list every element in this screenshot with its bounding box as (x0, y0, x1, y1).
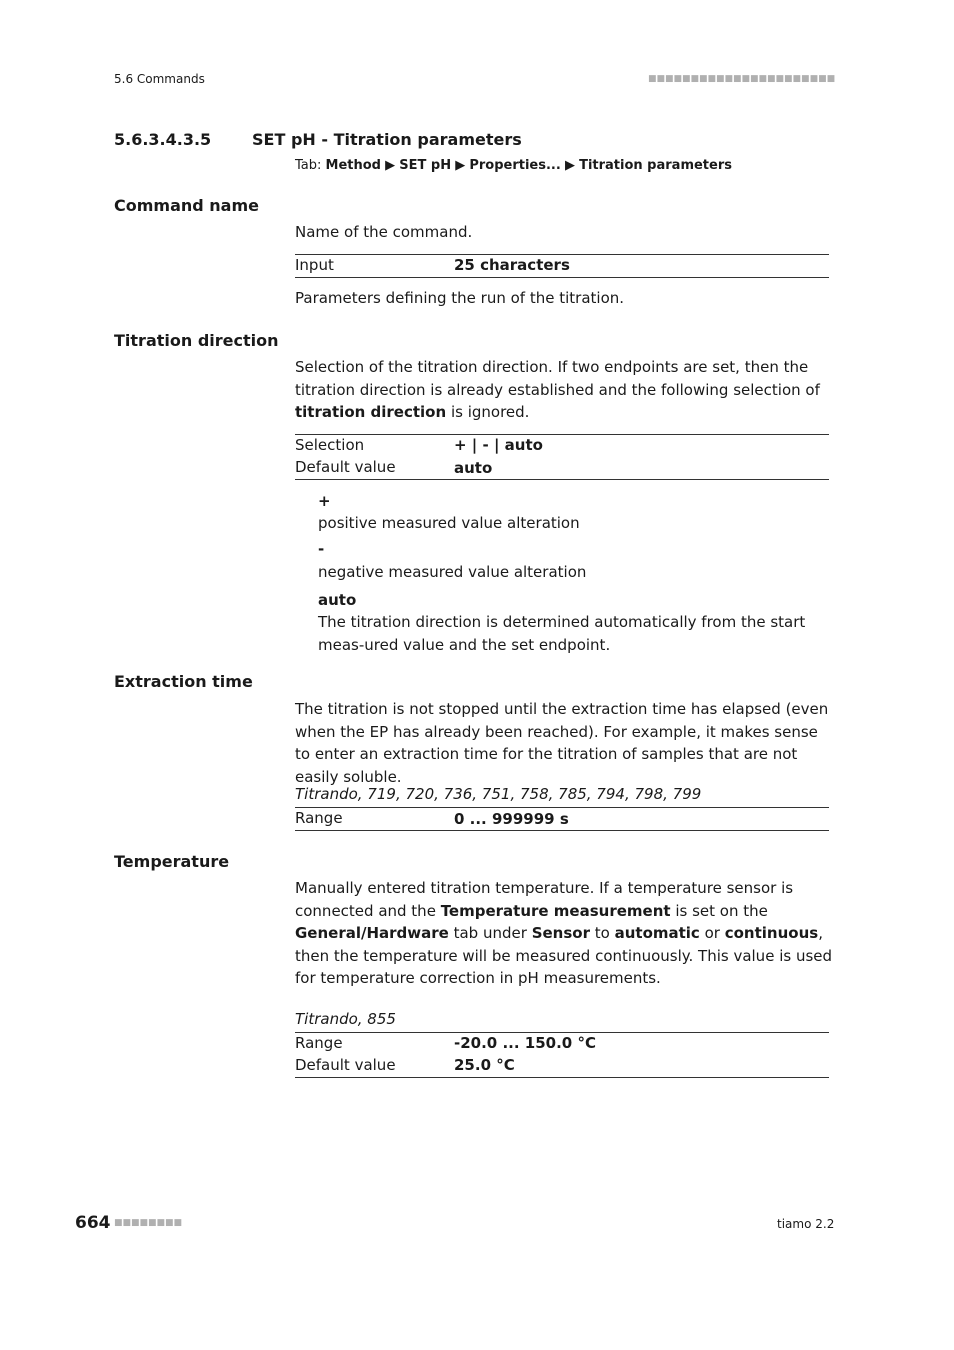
command-name-after: Parameters defining the run of the titration. (295, 289, 625, 307)
option-key: - (318, 540, 325, 558)
table-rule (295, 830, 829, 831)
table-rule (295, 807, 829, 808)
tab-path-method: Method (325, 158, 381, 173)
tab-path-titration-parameters: Titration parameters (579, 158, 732, 173)
table-rule (295, 1077, 829, 1078)
option-description: negative measured value alteration (318, 563, 587, 581)
device-list: Titrando, 855 (295, 1010, 396, 1028)
input-value: 25 characters (454, 256, 570, 274)
section-title: SET pH - Titration parameters (252, 130, 522, 149)
command-name-label: Command name (114, 196, 259, 215)
footer-dots: ■■■■■■■■ (114, 1218, 183, 1228)
table-rule (295, 277, 829, 278)
extraction-time-label: Extraction time (114, 672, 253, 691)
command-name-description: Name of the command. (295, 223, 473, 241)
option-key: auto (318, 591, 357, 609)
running-header-section: 5.6 Commands (114, 72, 205, 86)
selection-value: + | - | auto (454, 436, 543, 454)
table-rule (295, 434, 829, 435)
default-value-label: Default value (295, 458, 396, 476)
input-label: Input (295, 256, 334, 274)
page-number: 664 (75, 1213, 111, 1233)
footer-product: tiamo 2.2 (777, 1217, 835, 1231)
table-rule (295, 479, 829, 480)
selection-label: Selection (295, 436, 365, 454)
temperature-description: Manually entered titration temperature. If a temperature sensor is connected and the Temperature measurement is set on the General/Hardware tab under Sensor to automatic or continuous, then the temperature will be measured continuously. This value is used for temperature correction in pH measurements. (295, 879, 833, 987)
default-value-label: Default value (295, 1056, 396, 1074)
table-rule (295, 254, 829, 255)
running-header-dots: ■■■■■■■■■■■■■■■■■■■■■■ (648, 74, 836, 84)
range-value: -20.0 ... 150.0 °C (454, 1034, 596, 1052)
titration-direction-label: Titration direction (114, 331, 279, 350)
range-label: Range (295, 809, 343, 827)
table-rule (295, 1032, 829, 1033)
device-list: Titrando, 719, 720, 736, 751, 758, 785, 794, 798, 799 (295, 785, 702, 803)
tab-path: Tab: Method ▶ SET pH ▶ Properties... ▶ Titration parameters (295, 158, 732, 173)
titration-direction-description: Selection of the titration direction. If two endpoints are set, then the titration direction is already established and the following selection of titration direction is ignored. (295, 358, 820, 421)
range-value: 0 ... 999999 s (454, 810, 569, 828)
option-description: The titration direction is determined automatically from the start meas-ured value and the set endpoint. (318, 613, 806, 654)
range-label: Range (295, 1034, 343, 1052)
option-key: + (318, 492, 331, 510)
tab-path-setph: SET pH (399, 158, 452, 173)
default-value: 25.0 °C (454, 1056, 515, 1074)
section-number: 5.6.3.4.3.5 (114, 130, 212, 149)
default-value: auto (454, 459, 493, 477)
option-description: positive measured value alteration (318, 514, 580, 532)
tab-path-properties: Properties... (469, 158, 561, 173)
extraction-time-description: The titration is not stopped until the extraction time has elapsed (even when the EP has already been reached). For example, it makes sense to enter an extraction time for the titration of samples that are not easily soluble. (295, 700, 829, 786)
temperature-label: Temperature (114, 852, 230, 871)
